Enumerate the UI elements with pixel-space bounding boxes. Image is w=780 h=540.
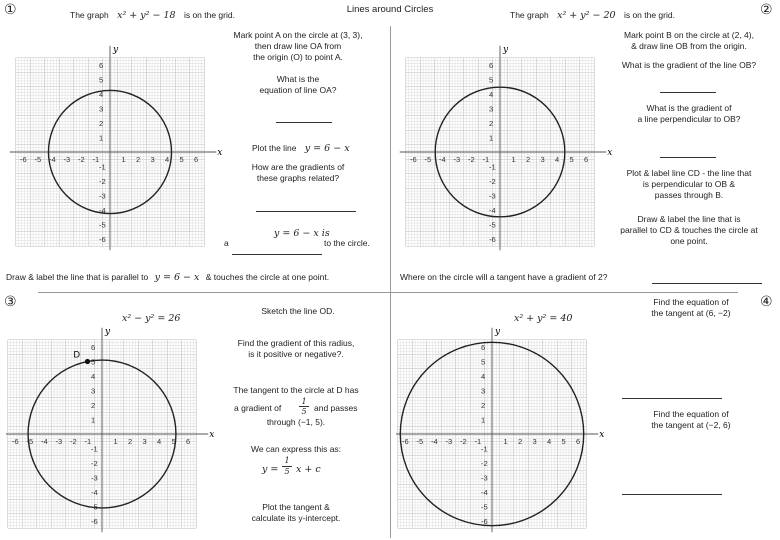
x-tick-label: -2 bbox=[468, 155, 475, 164]
x-tick-label: 5 bbox=[561, 437, 566, 446]
y-tick-label: -4 bbox=[91, 488, 98, 497]
y-tick-label: -1 bbox=[481, 444, 488, 454]
y-tick-label: 3 bbox=[91, 386, 96, 396]
q4-question-tangent-2: Find the equation of the tangent at (−2, 6) bbox=[651, 409, 731, 430]
x-tick-label: -5 bbox=[416, 437, 424, 446]
q4-equation: x² + y² = 40 bbox=[514, 313, 573, 324]
x-tick-label: -5 bbox=[424, 155, 432, 164]
q4-answer-line-2 bbox=[622, 494, 722, 495]
y-tick-label: -5 bbox=[91, 502, 98, 512]
x-tick-label: 5 bbox=[171, 437, 176, 446]
q3-tangent-info-1: The tangent to the circle at D has bbox=[233, 385, 359, 395]
point-d-label: D bbox=[73, 349, 80, 360]
x-tick-label: 2 bbox=[518, 437, 523, 446]
x-tick-label: -1 bbox=[92, 155, 100, 164]
q3-tangent-info-2: a gradient of 1 5 and passes bbox=[234, 397, 358, 416]
x-tick-label: 6 bbox=[576, 437, 581, 446]
y-tick-label: -6 bbox=[99, 235, 106, 244]
x-tick-label: -4 bbox=[431, 437, 438, 446]
x-axis-label: x bbox=[599, 430, 605, 440]
y-tick-label: 6 bbox=[91, 343, 96, 352]
q3-express-text: We can express this as: bbox=[250, 444, 342, 454]
y-tick-label: -5 bbox=[489, 220, 496, 230]
y-tick-label: -4 bbox=[489, 206, 496, 215]
y-tick-label: -5 bbox=[481, 502, 488, 512]
x-tick-label: 3 bbox=[150, 155, 155, 164]
x-tick-label: 6 bbox=[194, 155, 199, 164]
x-tick-label: -6 bbox=[410, 155, 417, 164]
y-tick-label: 6 bbox=[489, 61, 494, 70]
y-tick-label: -2 bbox=[481, 459, 488, 468]
y-tick-label: -1 bbox=[99, 162, 106, 172]
q2-answer-line-1 bbox=[660, 92, 716, 93]
y-axis-label: y bbox=[105, 326, 111, 337]
q1-question-equation-oa: What is the equation of line OA? bbox=[259, 74, 337, 95]
vertical-divider bbox=[390, 26, 391, 538]
x-tick-label: 2 bbox=[128, 437, 133, 446]
y-tick-label: -3 bbox=[489, 191, 496, 201]
x-tick-label: -4 bbox=[49, 155, 56, 164]
question-2-number: ② bbox=[760, 2, 773, 18]
q3-question-radius-gradient: Find the gradient of this radius, is it positive or negative?. bbox=[237, 338, 355, 359]
x-tick-label: -3 bbox=[453, 155, 461, 164]
x-tick-label: -4 bbox=[439, 155, 446, 164]
y-tick-label: 1 bbox=[99, 133, 104, 143]
x-tick-label: -3 bbox=[55, 437, 63, 446]
y-axis-label: y bbox=[495, 326, 501, 337]
y-tick-label: 1 bbox=[481, 415, 486, 425]
x-tick-label: 1 bbox=[503, 437, 508, 446]
q2-answer-line-3 bbox=[652, 283, 762, 284]
q3-expression: y = 1 5 x + c bbox=[262, 456, 321, 476]
y-tick-label: 5 bbox=[481, 357, 486, 367]
x-tick-label: -4 bbox=[41, 437, 48, 446]
q2-tangent-gradient-question: Where on the circle will a tangent have a gradient of 2? bbox=[400, 272, 608, 282]
y-tick-label: -4 bbox=[481, 488, 488, 497]
q4-graph[interactable] bbox=[396, 304, 618, 534]
q2-answer-line-2 bbox=[660, 157, 716, 158]
q3-fraction: 1 5 bbox=[299, 397, 309, 416]
q2-instruction-parallel-cd: Draw & label the line that is parallel to CD & touches the circle at one point. bbox=[620, 214, 758, 246]
y-tick-label: -1 bbox=[489, 162, 496, 172]
q1-gradients-question: How are the gradients of these graphs related? bbox=[251, 162, 345, 183]
q1-heading: The graph x² + y² − 18 is on the grid. bbox=[70, 10, 235, 21]
y-axis-label: y bbox=[503, 44, 509, 55]
q1-plot-line-instruction: Plot the line y = 6 − x bbox=[252, 143, 350, 154]
x-tick-label: -1 bbox=[84, 437, 92, 446]
y-tick-label: -3 bbox=[481, 473, 488, 483]
y-tick-label: -6 bbox=[481, 517, 488, 526]
y-tick-label: 2 bbox=[99, 119, 104, 128]
x-axis-label: x bbox=[217, 148, 223, 158]
y-tick-label: 1 bbox=[91, 415, 96, 425]
y-tick-label: -3 bbox=[91, 473, 98, 483]
q2-graph[interactable] bbox=[396, 28, 618, 252]
q1-draw-parallel-instruction: Draw & label the line that is parallel to y = 6 − x & touches the circle at one point. bbox=[6, 272, 330, 283]
y-tick-label: 4 bbox=[481, 372, 486, 381]
y-tick-label: 6 bbox=[99, 61, 104, 70]
y-tick-label: 4 bbox=[91, 372, 96, 381]
y-tick-label: 4 bbox=[99, 90, 104, 99]
y-tick-label: -6 bbox=[489, 235, 496, 244]
x-tick-label: -2 bbox=[460, 437, 467, 446]
q1-instruction-mark-a: Mark point A on the circle at (3, 3), then draw line OA from the origin (O) to point A. bbox=[233, 30, 363, 62]
y-tick-label: 5 bbox=[489, 75, 494, 85]
x-tick-label: 2 bbox=[526, 155, 531, 164]
q1-graph[interactable] bbox=[6, 28, 228, 252]
question-1-number: ① bbox=[4, 2, 17, 18]
x-tick-label: 4 bbox=[157, 437, 162, 446]
x-tick-label: 6 bbox=[186, 437, 191, 446]
q3-instruction-plot-tangent: Plot the tangent & calculate its y-intercept. bbox=[251, 502, 341, 523]
q2-question-gradient-ob: What is the gradient of the line OB? bbox=[621, 60, 757, 70]
q3-graph[interactable] bbox=[6, 304, 228, 534]
x-tick-label: 4 bbox=[165, 155, 170, 164]
q1-answer-line-3 bbox=[232, 254, 322, 255]
y-tick-label: 3 bbox=[481, 386, 486, 396]
y-tick-label: -4 bbox=[99, 206, 106, 215]
x-tick-label: 3 bbox=[532, 437, 537, 446]
x-tick-label: -6 bbox=[402, 437, 409, 446]
question-4-number: ④ bbox=[760, 294, 773, 310]
x-axis-label: x bbox=[607, 148, 613, 158]
y-tick-label: 5 bbox=[91, 357, 96, 367]
point-d bbox=[85, 359, 90, 364]
x-tick-label: 3 bbox=[142, 437, 147, 446]
y-tick-label: 5 bbox=[99, 75, 104, 85]
y-tick-label: -2 bbox=[99, 177, 106, 186]
q4-answer-line-1 bbox=[622, 398, 722, 399]
y-tick-label: -3 bbox=[99, 191, 106, 201]
x-tick-label: 1 bbox=[511, 155, 516, 164]
x-tick-label: 1 bbox=[121, 155, 126, 164]
x-tick-label: 5 bbox=[569, 155, 574, 164]
question-3-number: ③ bbox=[4, 294, 17, 310]
y-tick-label: 4 bbox=[489, 90, 494, 99]
q2-instruction-line-cd: Plot & label line CD - the line that is perpendicular to OB & passes through B. bbox=[626, 168, 752, 200]
x-tick-label: -2 bbox=[70, 437, 77, 446]
y-tick-label: 3 bbox=[99, 104, 104, 114]
x-tick-label: -6 bbox=[20, 155, 27, 164]
x-tick-label: -3 bbox=[63, 155, 71, 164]
q2-heading: The graph x² + y² − 20 is on the grid. bbox=[510, 10, 675, 21]
y-tick-label: 3 bbox=[489, 104, 494, 114]
q2-instruction-mark-b: Mark point B on the circle at (2, 4), & draw line OB from the origin. bbox=[624, 30, 754, 51]
x-tick-label: -5 bbox=[34, 155, 42, 164]
x-tick-label: 4 bbox=[555, 155, 560, 164]
y-tick-label: -5 bbox=[99, 220, 106, 230]
q3-equation: x² − y² = 26 bbox=[122, 313, 181, 324]
x-tick-label: 1 bbox=[113, 437, 118, 446]
q3-instruction-sketch-od: Sketch the line OD. bbox=[261, 306, 335, 316]
x-tick-label: -6 bbox=[12, 437, 19, 446]
q4-question-tangent-1: Find the equation of the tangent at (6, −2) bbox=[651, 297, 731, 318]
x-tick-label: -2 bbox=[78, 155, 85, 164]
x-tick-label: -1 bbox=[482, 155, 490, 164]
y-tick-label: 2 bbox=[481, 401, 486, 410]
y-tick-label: 1 bbox=[489, 133, 494, 143]
y-tick-label: 2 bbox=[91, 401, 96, 410]
x-tick-label: 4 bbox=[547, 437, 552, 446]
q1-answer-line-1 bbox=[276, 122, 332, 123]
worksheet-title: Lines around Circles bbox=[346, 4, 434, 15]
q1-answer-line-2 bbox=[256, 211, 356, 212]
x-tick-label: -5 bbox=[26, 437, 34, 446]
horizontal-divider bbox=[38, 292, 738, 293]
x-tick-label: 2 bbox=[136, 155, 141, 164]
y-tick-label: -2 bbox=[91, 459, 98, 468]
y-tick-label: -6 bbox=[91, 517, 98, 526]
x-tick-label: 5 bbox=[179, 155, 184, 164]
y-tick-label: 6 bbox=[481, 343, 486, 352]
x-tick-label: -3 bbox=[445, 437, 453, 446]
x-tick-label: -1 bbox=[474, 437, 482, 446]
y-tick-label: -2 bbox=[489, 177, 496, 186]
x-tick-label: 6 bbox=[584, 155, 589, 164]
y-tick-label: 2 bbox=[489, 119, 494, 128]
q3-tangent-info-3: through (−1, 5). bbox=[266, 417, 326, 427]
y-tick-label: -1 bbox=[91, 444, 98, 454]
x-axis-label: x bbox=[209, 430, 215, 440]
x-tick-label: 3 bbox=[540, 155, 545, 164]
y-axis-label: y bbox=[113, 44, 119, 55]
q2-question-perpendicular: What is the gradient of a line perpendicular to OB? bbox=[637, 103, 741, 124]
